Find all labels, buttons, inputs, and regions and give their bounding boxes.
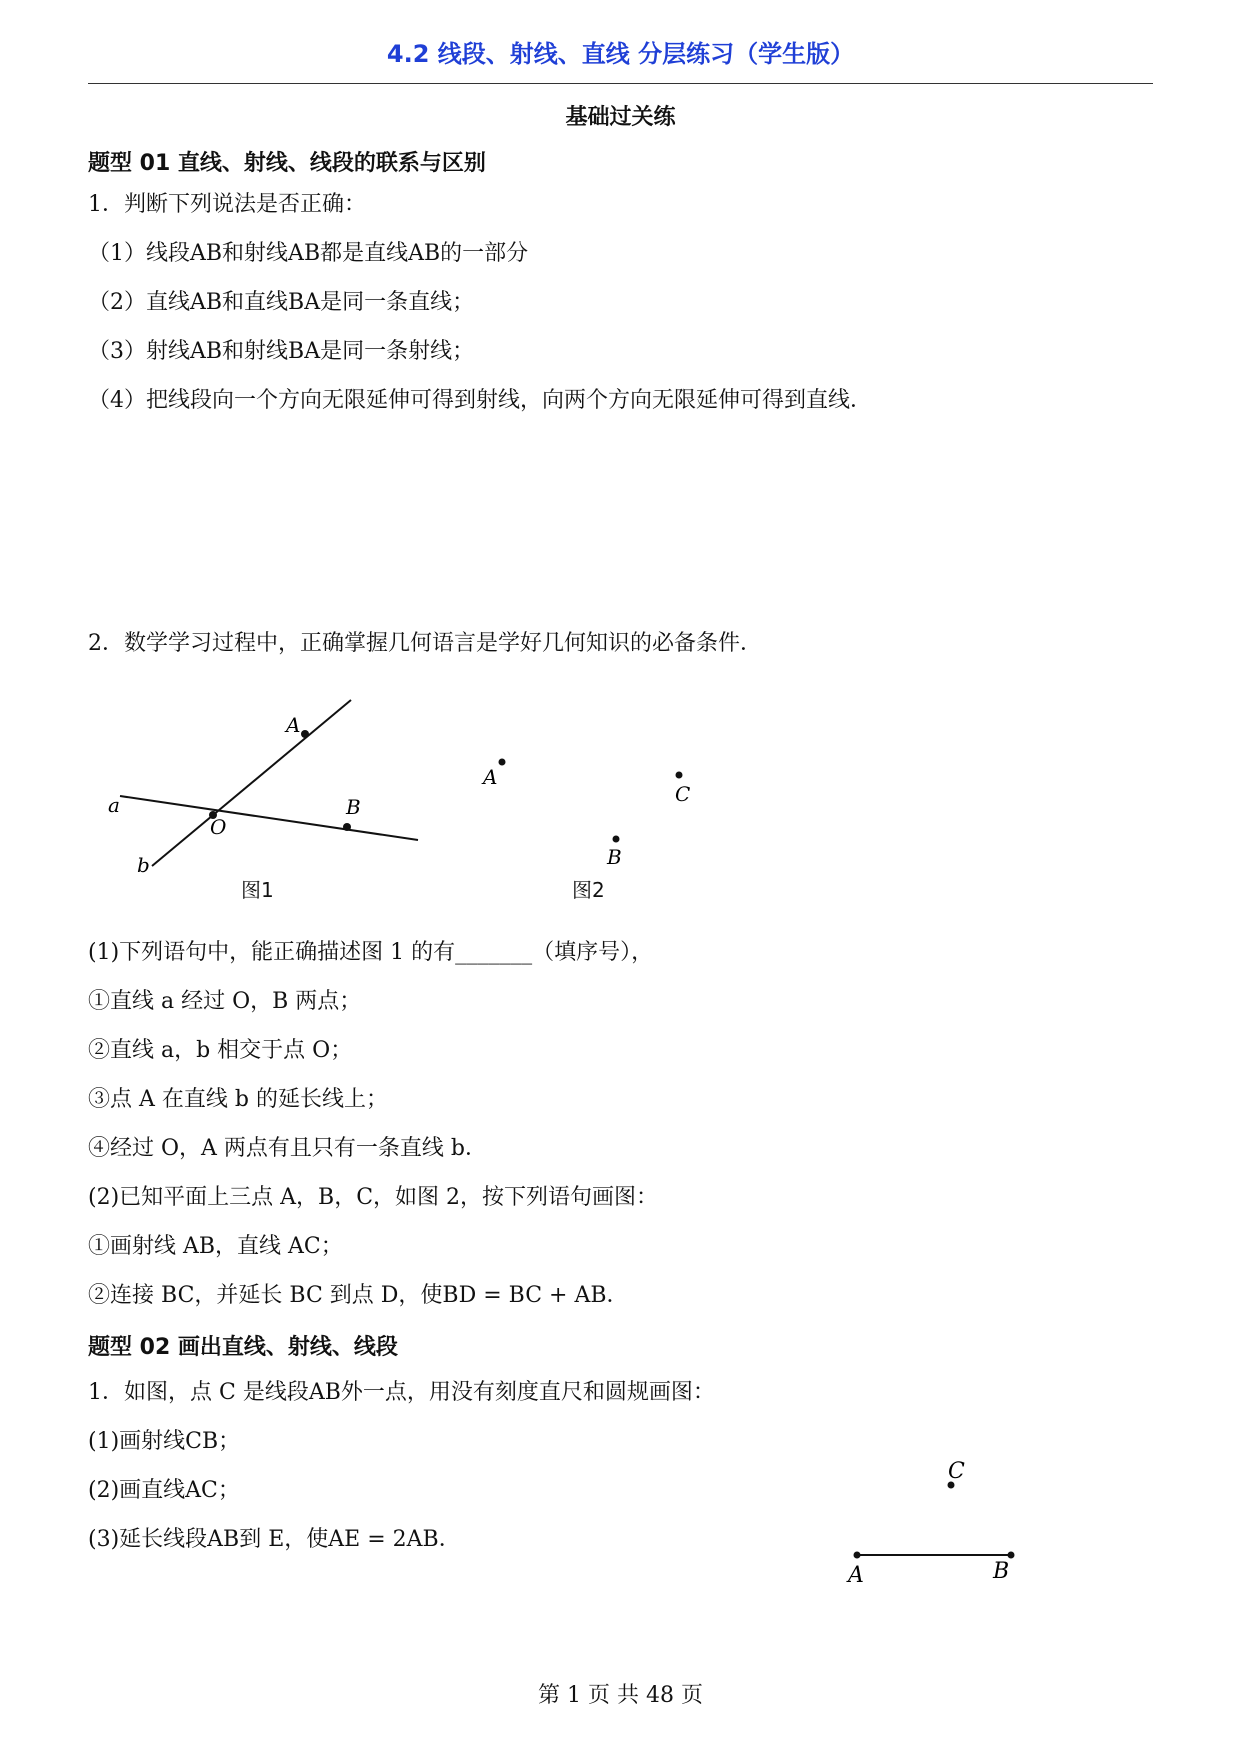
q2-line-3: ②直线 a，b 相交于点 O； (88, 1038, 353, 1063)
label-line-a: a (108, 793, 120, 817)
label-b: B (607, 845, 622, 869)
figure-2-caption: 图2 (572, 878, 605, 902)
q1-item-2: （2）直线AB和直线BA是同一条直线； (88, 290, 475, 315)
label-a: A (286, 713, 301, 737)
line-a (120, 796, 418, 840)
line-b (152, 700, 351, 866)
type2-q1-line-3: (3)延长线段AB到 E，使AE = 2AB． (88, 1527, 461, 1552)
figure-1 (100, 690, 430, 900)
point-c (676, 772, 683, 779)
type2-heading: 题型 02 画出直线、射线、线段 (88, 1335, 398, 1360)
q2-line-5: ④经过 O，A 两点有且只有一条直线 b． (88, 1136, 487, 1161)
label-line-b: b (137, 853, 150, 877)
point-a (499, 759, 506, 766)
label-a: A (848, 1563, 864, 1588)
q2-line-6: (2)已知平面上三点 A，B，C，如图 2，按下列语句画图： (88, 1185, 659, 1210)
type1-heading: 题型 01 直线、射线、线段的联系与区别 (88, 151, 486, 176)
point-b (1008, 1552, 1015, 1559)
type2-q1-stem: 1．如图，点 C 是线段AB外一点，用没有刻度直尺和圆规画图： (88, 1380, 715, 1405)
q1-stem: 1．判断下列说法是否正确： (88, 192, 366, 217)
label-c: C (675, 782, 691, 806)
q2-line-2: ①直线 a 经过 O，B 两点； (88, 989, 362, 1014)
label-b: B (346, 795, 361, 819)
section-title: 基础过关练 (565, 105, 676, 130)
point-b (343, 823, 351, 831)
document-title: 4.2 线段、射线、直线 分层练习（学生版） (386, 40, 855, 68)
q2-line-7: ①画射线 AB，直线 AC； (88, 1234, 343, 1259)
figure-2 (470, 740, 710, 880)
point-a (301, 730, 309, 738)
type2-q1-line-1: (1)画射线CB； (88, 1429, 241, 1454)
point-b (613, 836, 620, 843)
label-c: C (948, 1459, 965, 1484)
q2-line-4: ③点 A 在直线 b 的延长线上； (88, 1087, 388, 1112)
q2-stem: 2．数学学习过程中，正确掌握几何语言是学好几何知识的必备条件． (88, 631, 762, 656)
figure-3 (830, 1450, 1040, 1590)
q1-item-4: （4）把线段向一个方向无限延伸可得到射线，向两个方向无限延伸可得到直线． (88, 388, 872, 413)
q2-line-1: (1)下列语句中，能正确描述图 1 的有_______（填序号）， (88, 940, 654, 965)
q1-item-1: （1）线段AB和射线AB都是直线AB的一部分 (88, 241, 529, 266)
q2-line-8: ②连接 BC，并延长 BC 到点 D，使BD = BC + AB． (88, 1283, 629, 1308)
label-o: O (210, 815, 227, 839)
q1-item-3: （3）射线AB和射线BA是同一条射线； (88, 339, 475, 364)
point-a (854, 1552, 861, 1559)
page-footer: 第 1 页 共 48 页 (538, 1683, 703, 1708)
header-rule (88, 83, 1153, 84)
label-b: B (993, 1559, 1010, 1584)
figure-1-caption: 图1 (241, 878, 274, 902)
type2-q1-line-2: (2)画直线AC； (88, 1478, 240, 1503)
label-a: A (483, 765, 498, 789)
